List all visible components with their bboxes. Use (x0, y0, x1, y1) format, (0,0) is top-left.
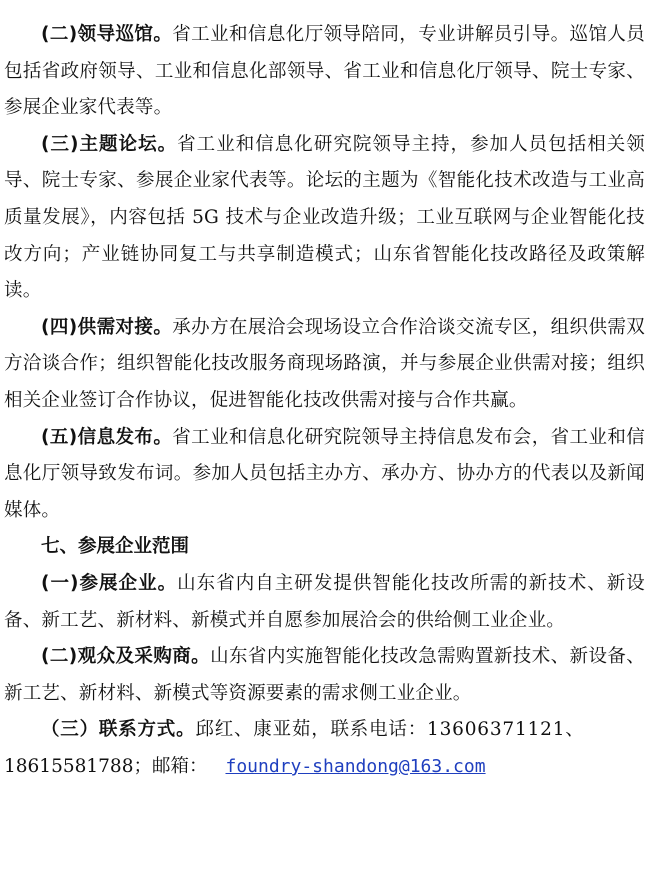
contact-names-phone: 邱红、康亚茹，联系电话：13606371121、 (195, 719, 585, 741)
paragraph-text: 省工业和信息化厅领导陪同，专业讲解员引导。巡馆人员包括省政府领导、工业和信息化部领导、省工业和信息化厅领导、院士专家、参展企业家代表等。 (4, 24, 645, 119)
contact-line-2 (4, 749, 645, 786)
paragraph-heading: (四)供需对接。 (41, 316, 173, 338)
paragraph-supply-demand (4, 310, 645, 420)
paragraph-text: 山东省内自主研发提供智能化技改所需的新技术、新设备、新工艺、新材料、新模式并自愿参加展洽会的供给侧工业企业。 (4, 572, 645, 631)
paragraph-heading: (二)观众及采购商。 (41, 646, 211, 668)
paragraph-heading: (一)参展企业。 (41, 572, 178, 594)
contact-line (4, 712, 645, 749)
paragraph-heading: (二)领导巡馆。 (41, 24, 173, 45)
email-link[interactable]: foundry-shandong@163.com (225, 755, 486, 777)
paragraph-heading: (三)主题论坛。 (41, 133, 178, 155)
paragraph-text: 省工业和信息化研究院领导主持，参加人员包括相关领导、院士专家、参展企业家代表等。论坛的主题为《智能化技术改造与工业高质量发展》，内容包括 5G 技术与企业改造升级；工业互联网与企业智能化技改方向；产业链协同复工与共享制造模式；山东省智能化技改路径及政策解读。 (4, 133, 645, 302)
contact-heading: （三）联系方式。 (41, 719, 196, 741)
paragraph-theme-forum (4, 127, 645, 310)
paragraph-heading: (五)信息发布。 (41, 426, 173, 448)
paragraph-text: 山东省内实施智能化技改急需购置新技术、新设备、新工艺、新材料、新模式等资源要素的需求侧工业企业。 (4, 646, 645, 704)
paragraph-info-release (4, 420, 645, 530)
paragraph-leader-tour (4, 17, 645, 127)
paragraph-visitors-buyers (4, 639, 645, 712)
paragraph-text: 承办方在展洽会现场设立合作洽谈交流专区，组织供需双方洽谈合作；组织智能化技改服务商现场路演，并与参展企业供需对接；组织相关企业签订合作协议，促进智能化技改供需对接与合作共赢。 (4, 316, 645, 411)
paragraph-exhibitors (4, 566, 645, 639)
contact-phone-2: 18615581788；邮箱： (4, 755, 208, 777)
section-title: 七、参展企业范围 (41, 536, 190, 558)
paragraph-text: 省工业和信息化研究院领导主持信息发布会，省工业和信息化厅领导致发布词。参加人员包括主办方、承办方、协办方的代表以及新闻媒体。 (4, 426, 645, 521)
